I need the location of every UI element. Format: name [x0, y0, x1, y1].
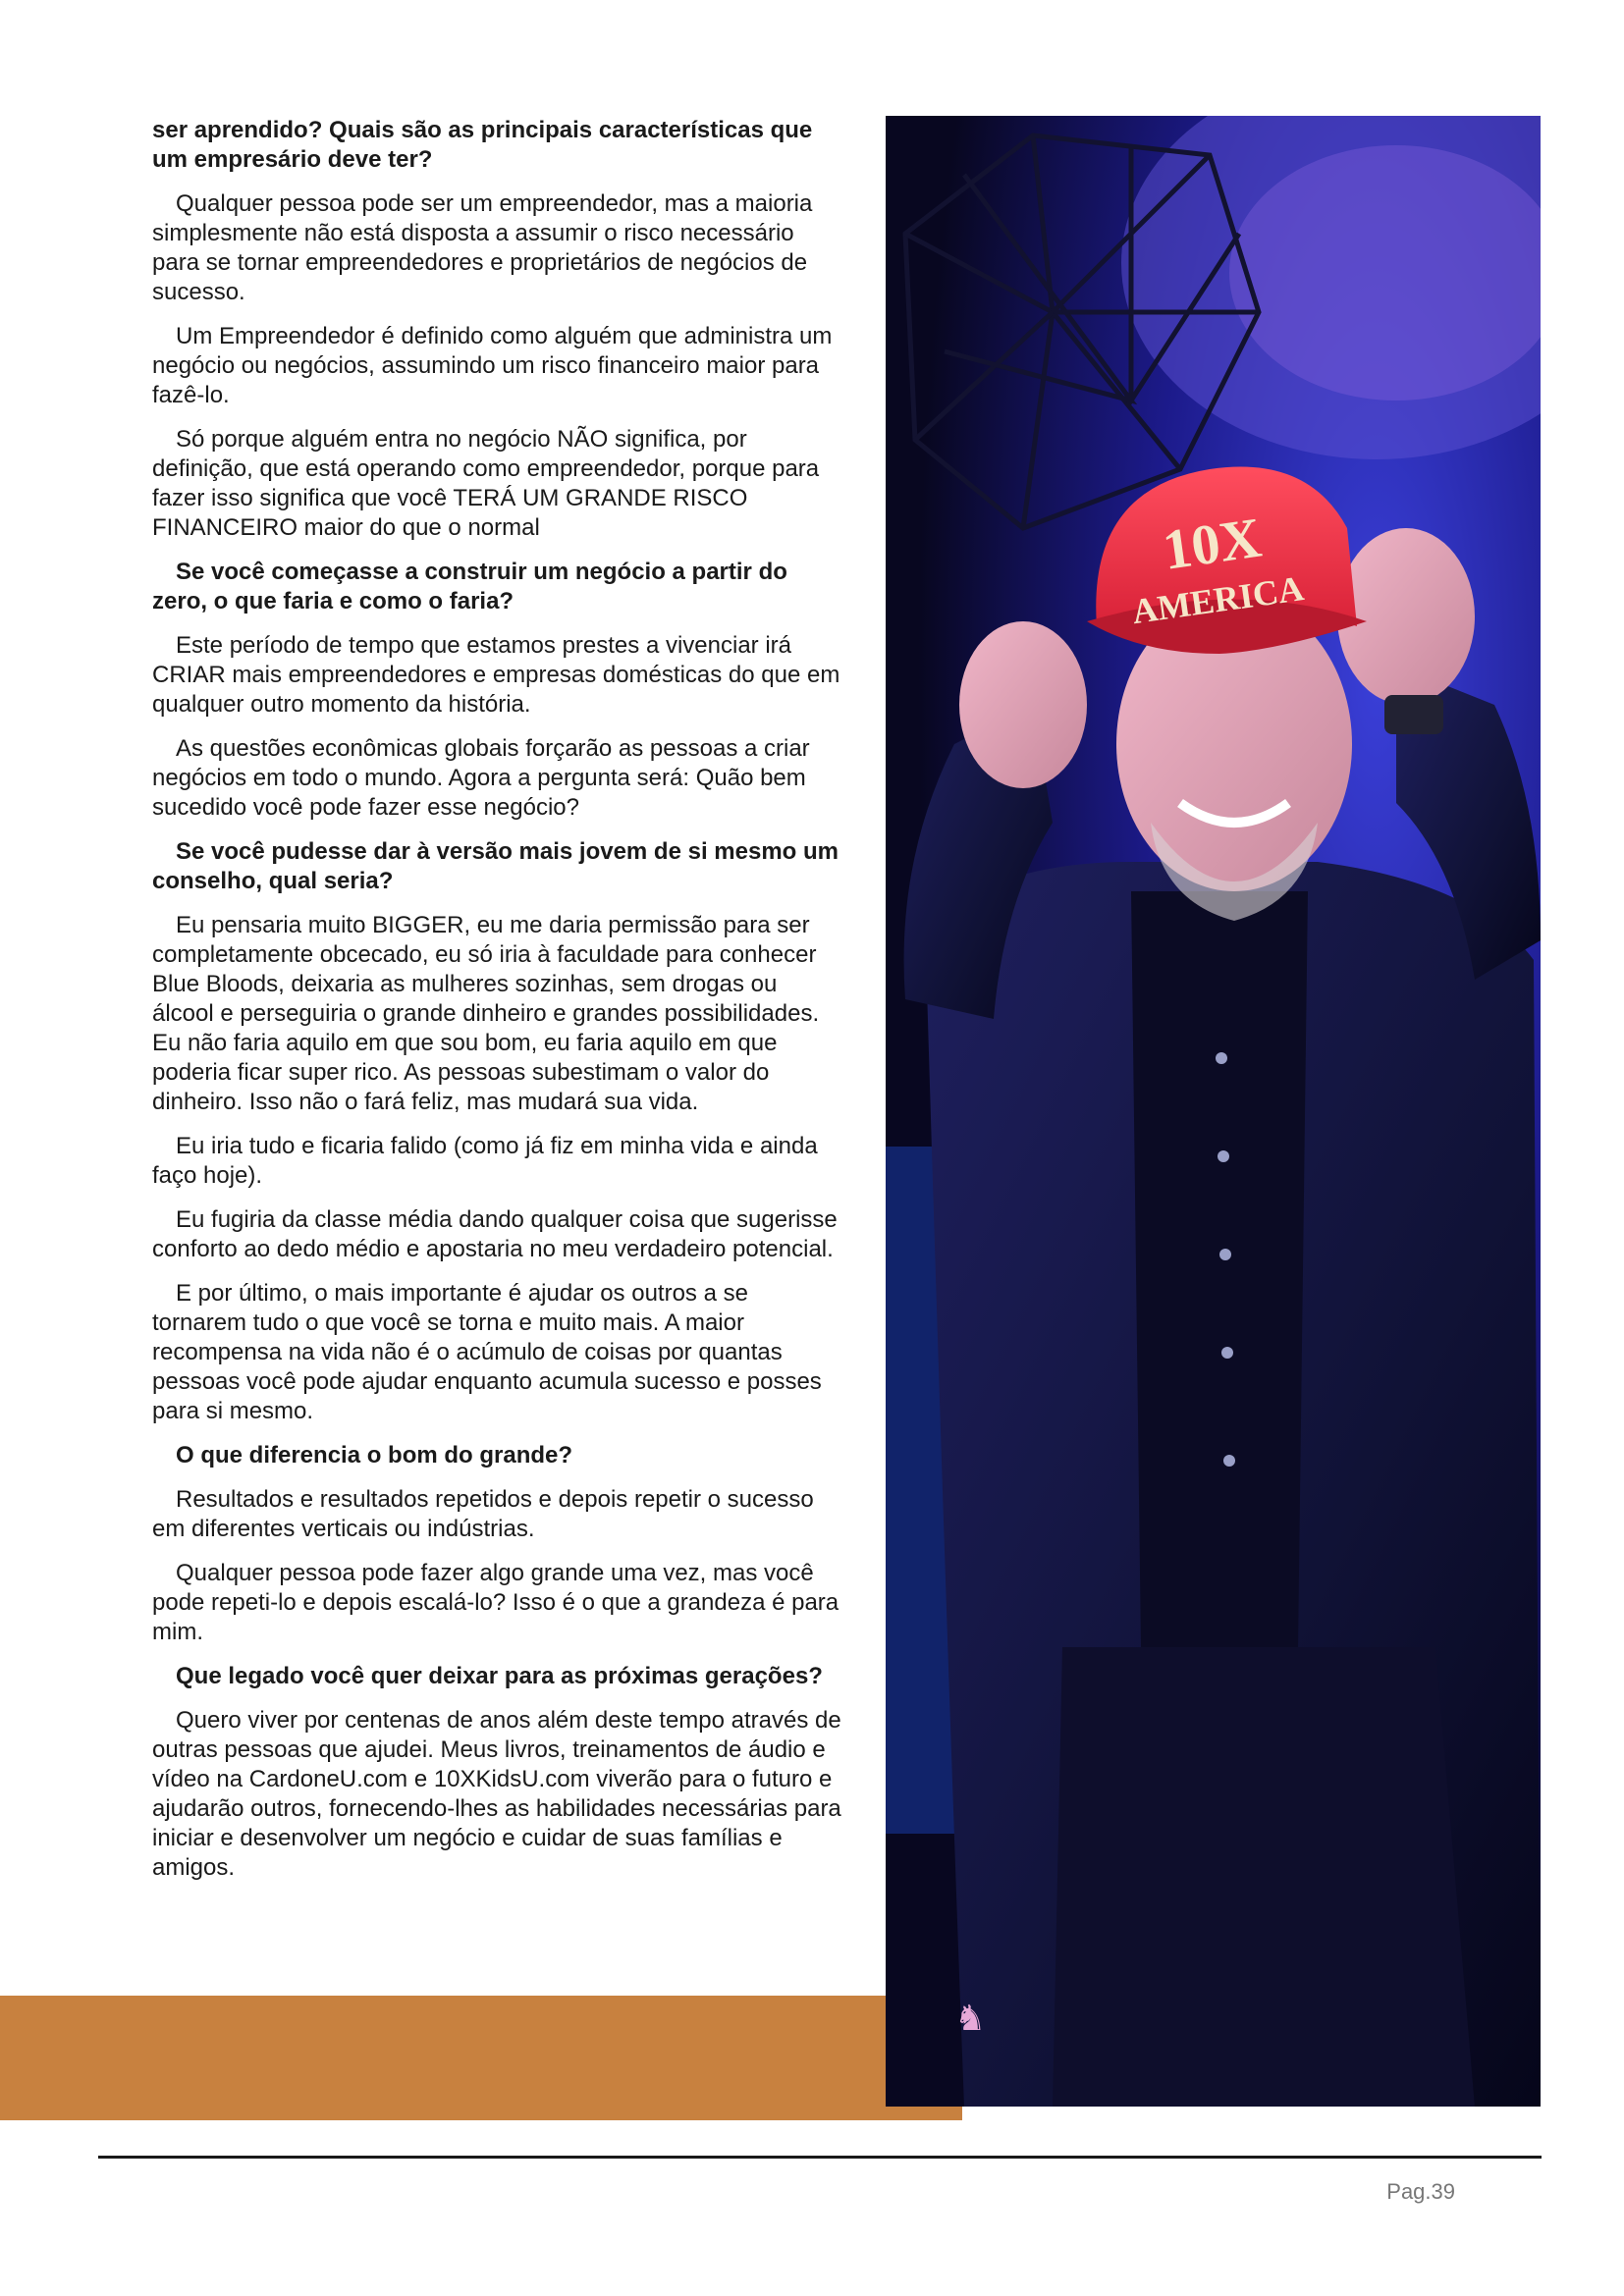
- answer-paragraph: As questões econômicas globais forçarão as pessoas a criar negócios em todo o mundo. Agora a pergunta será: Quão bem sucedido você pode fazer esse negócio?: [152, 735, 810, 821]
- right-hand: [1337, 528, 1475, 705]
- interview-question: Se você começasse a construir um negócio a partir do zero, o que faria e como o faria?: [152, 559, 787, 614]
- article-text-column: [152, 116, 844, 1897]
- cap-text-line1: 10X: [1159, 505, 1266, 582]
- answer-paragraph: Este período de tempo que estamos prestes a vivenciar irá CRIAR mais empreendedores e empresas domésticas do que em qualquer outro momento da história.: [152, 632, 840, 718]
- answer-paragraph: Eu iria tudo e ficaria falido (como já fiz em minha vida e ainda faço hoje).: [152, 1133, 818, 1189]
- portrait-illustration: [886, 116, 1541, 2107]
- answer-paragraph: Só porque alguém entra no negócio NÃO significa, por definição, que está operando como empreendedor, porque para fazer isso significa que você TERÁ UM GRANDE RISCO FINANCEIRO maior do que o normal: [152, 426, 820, 541]
- polo-logo-icon: ♞: [954, 1999, 987, 2039]
- answer-paragraph: Qualquer pessoa pode ser um empreendedor, mas a maioria simplesmente não está disposta a assumir o risco necessário para se tornar empreendedores e proprietários de negócios de sucesso.: [152, 190, 813, 305]
- answer-paragraph: Qualquer pessoa pode fazer algo grande uma vez, mas você pode repeti-lo e depois escalá-lo? Isso é o que a grandeza é para mim.: [152, 1560, 839, 1645]
- interview-question: O que diferencia o bom do grande?: [176, 1442, 573, 1468]
- portrait-photo: [886, 116, 1541, 2107]
- wristwatch: [1384, 695, 1443, 734]
- accent-band: [0, 1996, 962, 2120]
- shirt: [1131, 891, 1308, 1647]
- answer-paragraph: E por último, o mais importante é ajudar os outros a se tornarem tudo o que você se torna e muito mais. A maior recompensa na vida não é o acúmulo de coisas por quantas pessoas você pode ajudar enquanto acumula sucesso e posses para si mesmo.: [152, 1280, 822, 1424]
- answer-paragraph: Resultados e resultados repetidos e depois repetir o sucesso em diferentes verticais ou indústrias.: [152, 1486, 814, 1542]
- answer-paragraph: Eu pensaria muito BIGGER, eu me daria permissão para ser completamente obcecado, eu só iria à faculdade para conhecer Blue Bloods, deixaria as mulheres sozinhas, sem drogas ou álcool e perseguiria o grande dinheiro e grandes possibilidades. Eu não faria aquilo em que sou bom, eu faria aquilo em que poderia ficar super rico. As pessoas subestimam o valor do dinheiro. Isso não o fará feliz, mas mudará sua vida.: [152, 912, 820, 1115]
- trousers: [1053, 1647, 1475, 2107]
- left-hand: [959, 621, 1087, 788]
- interview-question: ser aprendido? Quais são as principais características que um empresário deve ter?: [152, 117, 813, 173]
- page-number: Pag.39: [1386, 2179, 1455, 2204]
- answer-paragraph: Quero viver por centenas de anos além deste tempo através de outras pessoas que ajudei. Meus livros, treinamentos de áudio e vídeo na CardoneU.com e 10XKidsU.com viverão para o futuro e ajudarão outros, fornecendo-lhes as habilidades necessárias para iniciar e desenvolver um negócio e cuidar de suas famílias e amigos.: [152, 1707, 841, 1881]
- footer-rule: [98, 2156, 1542, 2159]
- interview-question: Se você pudesse dar à versão mais jovem de si mesmo um conselho, qual seria?: [152, 838, 839, 894]
- cap-text-line2: AMERICA: [1129, 568, 1307, 632]
- answer-paragraph: Eu fugiria da classe média dando qualquer coisa que sugerisse conforto ao dedo médio e apostaria no meu verdadeiro potencial.: [152, 1206, 838, 1262]
- answer-paragraph: Um Empreendedor é definido como alguém que administra um negócio ou negócios, assumindo um risco financeiro maior para fazê-lo.: [152, 323, 833, 408]
- interview-question: Que legado você quer deixar para as próximas gerações?: [176, 1663, 823, 1689]
